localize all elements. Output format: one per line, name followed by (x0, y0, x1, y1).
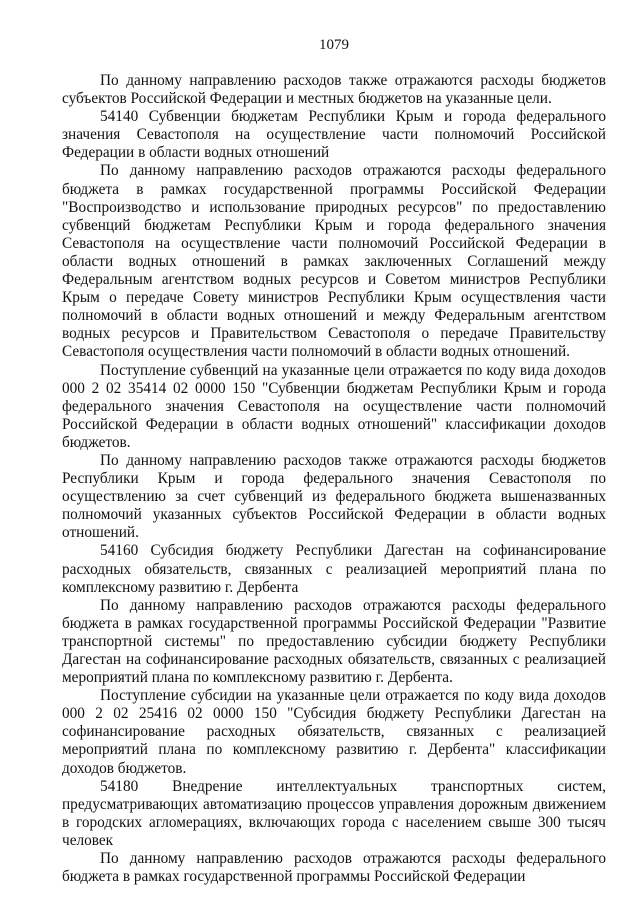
paragraph-54180-description: По данному направлению расходов отражаются расходы федерального бюджета в рамках государственной программы Российской Федерации (62, 850, 606, 886)
page-number: 1079 (319, 37, 349, 53)
paragraph-54140-description: По данному направлению расходов отражаются расходы федерального бюджета в рамках государственной программы Российской Федерации "Воспроизводство и использование природных ресурсов" по предоставлению субвенций бюджетам Республики Крым и города федерального значения Севастополя на осуществление части полномочий Российской Федерации в области водных отношений в рамках заключенных Соглашений между Федеральным агентством водных ресурсов и Советом министров Республики Крым о передаче Совету министров Республики Крым осуществления части полномочий в области водных отношений и между Федеральным агентством водных ресурсов и Правительством Севастополя о передаче Правительству Севастополя осуществления части полномочий в области водных отношений. (62, 162, 606, 361)
paragraph-54160-revenue-code: Поступление субсидии на указанные цели отражается по коду вида доходов 000 2 02 25416 02 0000 150 "Субсидия бюджету Республики Дагестан на софинансирование расходных обязательств, связанных с реализацией мероприятий плана по комплексному развитию г. Дербента" классификации доходов бюджетов. (62, 687, 606, 777)
paragraph-intro: По данному направлению расходов также отражаются расходы бюджетов субъектов Российской Федерации и местных бюджетов на указанные цели. (62, 72, 606, 108)
paragraph-54160-description: По данному направлению расходов отражаются расходы федерального бюджета в рамках государственной программы Российской Федерации "Развитие транспортной системы" по предоставлению субсидии бюджету Республики Дагестан на софинансирование расходных обязательств, связанных с реализацией мероприятий плана по комплексному развитию г. Дербента. (62, 596, 606, 687)
section-heading-54160: 54160 Субсидия бюджету Республики Дагестан на софинансирование расходных обязательств, связанных с реализацией мероприятий плана по комплексному развитию г. Дербента (62, 542, 606, 596)
section-heading-54180: 54180 Внедрение интеллектуальных транспортных систем, предусматривающих автоматизацию процессов управления дорожным движением в городских агломерациях, включающих города с населением свыше 300 тысяч человек (62, 777, 606, 849)
paragraph-54140-revenue-code: Поступление субвенций на указанные цели отражается по коду вида доходов 000 2 02 35414 02 0000 150 "Субвенции бюджетам Республики Крым и города федерального значения Севастополя на осуществление части полномочий Российской Федерации в области водных отношений" классификации доходов бюджетов. (62, 361, 606, 451)
paragraph-54140-regional-expenses: По данному направлению расходов также отражаются расходы бюджетов Республики Крым и города федерального значения Севастополя по осуществлению за счет субвенций из федерального бюджета вышеназванных полномочий указанных субъектов Российской Федерации в области водных отношений. (62, 451, 606, 542)
section-heading-54140: 54140 Субвенции бюджетам Республики Крым и города федерального значения Севастополя на осуществление части полномочий Российской Федерации в области водных отношений (62, 108, 606, 162)
